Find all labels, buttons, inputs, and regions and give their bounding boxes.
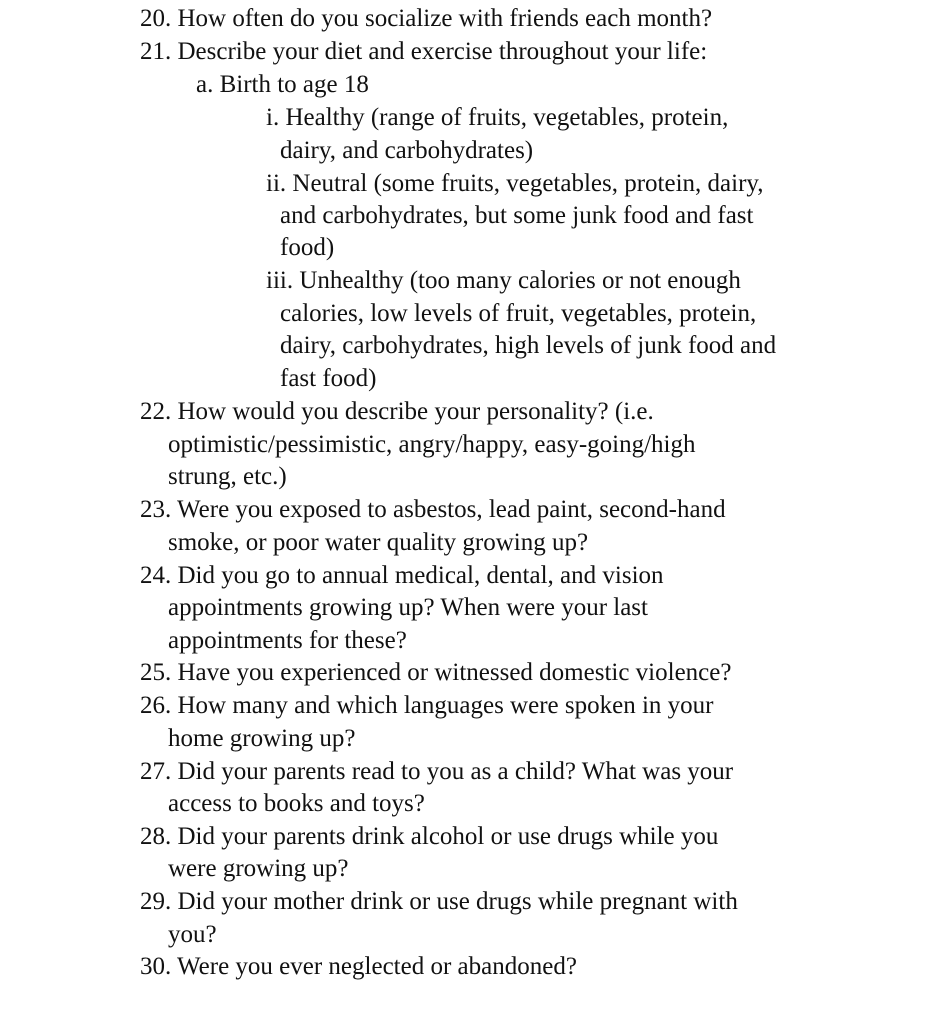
question-26: 26. How many and which languages were spoken in your — [140, 692, 714, 719]
question-21: 21. Describe your diet and exercise throughout your life: — [140, 38, 708, 65]
question-27-cont: access to books and toys? — [168, 790, 425, 817]
option-neutral: ii. Neutral (some fruits, vegetables, protein, dairy, — [266, 170, 764, 197]
option-unhealthy-cont: calories, low levels of fruit, vegetables, protein, — [280, 300, 757, 327]
option-neutral-cont: food) — [280, 234, 335, 261]
question-20: 20. How often do you socialize with friends each month? — [140, 5, 713, 32]
question-29-cont: you? — [168, 921, 217, 948]
question-28: 28. Did your parents drink alcohol or use drugs while you — [140, 823, 719, 850]
option-healthy-cont: dairy, and carbohydrates) — [280, 137, 534, 164]
question-28-cont: were growing up? — [168, 855, 349, 882]
question-30: 30. Were you ever neglected or abandoned? — [140, 953, 577, 980]
question-24-cont: appointments for these? — [168, 627, 407, 654]
question-27: 27. Did your parents read to you as a child? What was your — [140, 758, 734, 785]
question-26-cont: home growing up? — [168, 725, 356, 752]
question-21-sub-a: a. Birth to age 18 — [196, 71, 369, 98]
option-unhealthy-cont: fast food) — [280, 365, 377, 392]
question-23: 23. Were you exposed to asbestos, lead paint, second-hand — [140, 496, 726, 523]
question-25: 25. Have you experienced or witnessed domestic violence? — [140, 659, 732, 686]
option-neutral-cont: and carbohydrates, but some junk food and fast — [280, 202, 754, 229]
option-healthy: i. Healthy (range of fruits, vegetables, protein, — [266, 104, 729, 131]
question-23-cont: smoke, or poor water quality growing up? — [168, 529, 589, 556]
question-29: 29. Did your mother drink or use drugs while pregnant with — [140, 888, 738, 915]
question-24: 24. Did you go to annual medical, dental, and vision — [140, 562, 664, 589]
option-unhealthy-cont: dairy, carbohydrates, high levels of junk food and — [280, 332, 777, 359]
question-24-cont: appointments growing up? When were your last — [168, 594, 648, 621]
option-unhealthy: iii. Unhealthy (too many calories or not enough — [266, 267, 741, 294]
question-22: 22. How would you describe your personality? (i.e. — [140, 398, 654, 425]
question-22-cont: strung, etc.) — [168, 463, 287, 490]
question-22-cont: optimistic/pessimistic, angry/happy, easy-going/high — [168, 431, 696, 458]
